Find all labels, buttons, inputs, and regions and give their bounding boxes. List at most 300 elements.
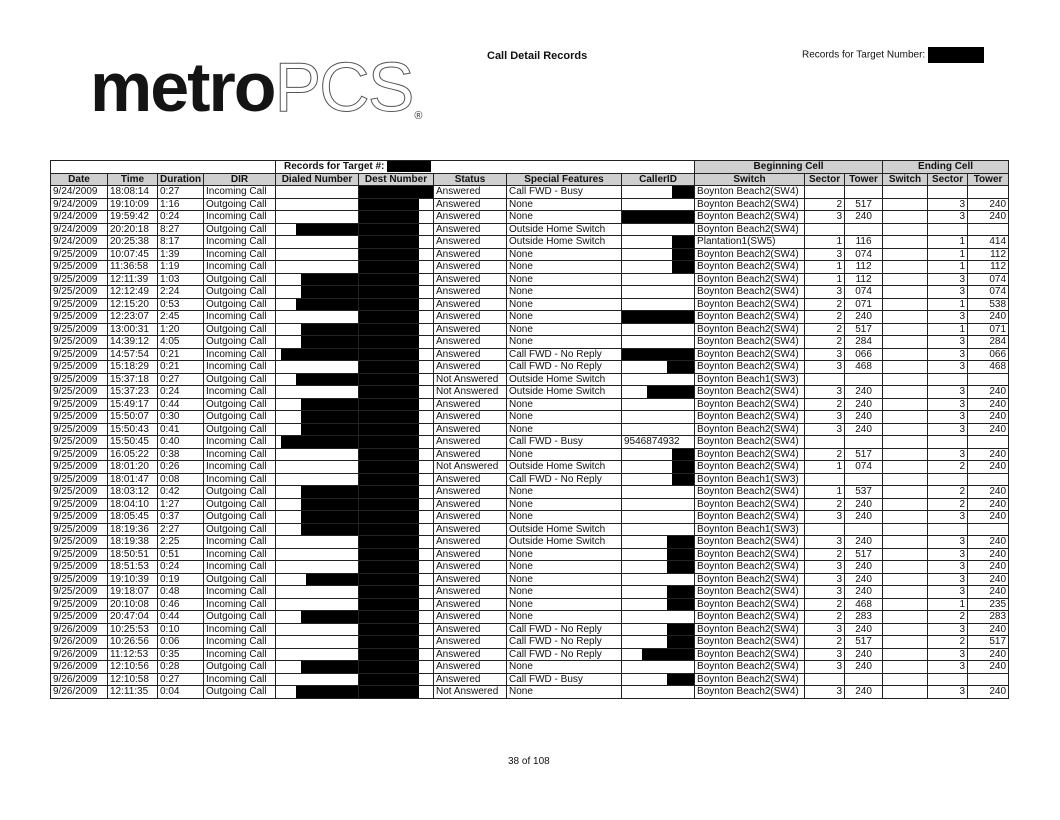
cell-duration: 0:42 bbox=[158, 486, 204, 499]
table-row bbox=[51, 448, 1009, 461]
cell-end-tower: 240 bbox=[968, 548, 1009, 561]
cell-direction: Incoming Call bbox=[204, 636, 276, 649]
cell-end-sector: 3 bbox=[928, 623, 968, 636]
cell-caller-id bbox=[622, 686, 695, 699]
cell-begin-sector: 3 bbox=[805, 248, 845, 261]
redaction-block bbox=[667, 636, 695, 648]
cell-special-features: None bbox=[507, 573, 622, 586]
redaction-block bbox=[359, 499, 419, 511]
column-header: Time bbox=[108, 173, 158, 186]
cell-end-switch bbox=[883, 398, 928, 411]
cell-status: Answered bbox=[434, 198, 507, 211]
cell-dest-number bbox=[359, 186, 434, 199]
cell-end-sector bbox=[928, 186, 968, 199]
redaction-block bbox=[359, 286, 419, 298]
cell-direction: Outgoing Call bbox=[204, 511, 276, 524]
cell-status: Answered bbox=[434, 561, 507, 574]
cell-end-tower: 235 bbox=[968, 598, 1009, 611]
cell-end-sector: 3 bbox=[928, 536, 968, 549]
cell-dest-number bbox=[359, 236, 434, 249]
cell-caller-id bbox=[622, 623, 695, 636]
cell-date: 9/25/2009 bbox=[51, 461, 108, 474]
cell-end-switch bbox=[883, 548, 928, 561]
cell-date: 9/24/2009 bbox=[51, 198, 108, 211]
cell-status: Answered bbox=[434, 473, 507, 486]
cell-special-features: None bbox=[507, 498, 622, 511]
cell-status: Answered bbox=[434, 311, 507, 324]
cell-time: 20:25:38 bbox=[108, 236, 158, 249]
cell-dialed-number bbox=[276, 623, 359, 636]
cell-dest-number bbox=[359, 548, 434, 561]
cell-begin-sector: 2 bbox=[805, 498, 845, 511]
cell-date: 9/25/2009 bbox=[51, 311, 108, 324]
cell-direction: Incoming Call bbox=[204, 311, 276, 324]
cell-time: 15:49:17 bbox=[108, 398, 158, 411]
cell-begin-switch: Boynton Beach2(SW4) bbox=[695, 361, 805, 374]
table-row bbox=[51, 598, 1009, 611]
cell-begin-sector: 3 bbox=[805, 386, 845, 399]
cell-special-features: None bbox=[507, 298, 622, 311]
cell-begin-tower bbox=[845, 523, 883, 536]
redaction-block bbox=[359, 349, 419, 361]
cell-end-tower: 240 bbox=[968, 198, 1009, 211]
cell-date: 9/25/2009 bbox=[51, 548, 108, 561]
cell-dialed-number bbox=[276, 561, 359, 574]
cell-begin-switch: Boynton Beach2(SW4) bbox=[695, 598, 805, 611]
column-header: Dest Number bbox=[359, 173, 434, 186]
redaction-block bbox=[359, 536, 419, 548]
cell-end-sector: 2 bbox=[928, 498, 968, 511]
cell-end-switch bbox=[883, 448, 928, 461]
cell-special-features: None bbox=[507, 661, 622, 674]
cell-special-features: Outside Home Switch bbox=[507, 386, 622, 399]
cell-caller-id bbox=[622, 348, 695, 361]
redaction-block bbox=[359, 236, 419, 248]
cell-status: Not Answered bbox=[434, 373, 507, 386]
cell-begin-tower: 112 bbox=[845, 273, 883, 286]
redaction-block bbox=[359, 624, 419, 636]
redaction-block bbox=[359, 436, 419, 448]
cell-duration: 2:27 bbox=[158, 523, 204, 536]
cell-begin-switch: Boynton Beach2(SW4) bbox=[695, 336, 805, 349]
cell-date: 9/25/2009 bbox=[51, 598, 108, 611]
table-row bbox=[51, 423, 1009, 436]
cell-end-tower: 240 bbox=[968, 486, 1009, 499]
cell-direction: Incoming Call bbox=[204, 211, 276, 224]
table-row bbox=[51, 248, 1009, 261]
cell-dialed-number bbox=[276, 611, 359, 624]
cell-dialed-number bbox=[276, 498, 359, 511]
cell-duration: 0:37 bbox=[158, 511, 204, 524]
cell-caller-id bbox=[622, 561, 695, 574]
cell-date: 9/24/2009 bbox=[51, 236, 108, 249]
cell-begin-tower: 116 bbox=[845, 236, 883, 249]
cell-caller-id bbox=[622, 236, 695, 249]
cell-duration: 0:48 bbox=[158, 586, 204, 599]
cell-begin-tower: 240 bbox=[845, 398, 883, 411]
redaction-block bbox=[359, 599, 419, 611]
redaction-block bbox=[359, 686, 419, 698]
cell-time: 18:01:47 bbox=[108, 473, 158, 486]
cell-end-tower: 240 bbox=[968, 573, 1009, 586]
cell-status: Answered bbox=[434, 323, 507, 336]
cell-status: Answered bbox=[434, 298, 507, 311]
cell-begin-tower: 468 bbox=[845, 361, 883, 374]
cell-begin-sector: 2 bbox=[805, 548, 845, 561]
cell-dialed-number bbox=[276, 548, 359, 561]
cell-caller-id bbox=[622, 336, 695, 349]
cell-end-switch bbox=[883, 561, 928, 574]
cell-end-switch bbox=[883, 673, 928, 686]
cell-duration: 0:41 bbox=[158, 423, 204, 436]
cell-caller-id bbox=[622, 523, 695, 536]
cell-direction: Incoming Call bbox=[204, 473, 276, 486]
cell-duration: 0:28 bbox=[158, 661, 204, 674]
cell-end-tower: 468 bbox=[968, 361, 1009, 374]
cell-end-tower: 074 bbox=[968, 286, 1009, 299]
cell-begin-switch: Boynton Beach2(SW4) bbox=[695, 386, 805, 399]
cell-begin-sector: 3 bbox=[805, 211, 845, 224]
cell-end-switch bbox=[883, 323, 928, 336]
cell-end-sector: 3 bbox=[928, 273, 968, 286]
cell-time: 11:12:53 bbox=[108, 648, 158, 661]
cell-dialed-number bbox=[276, 336, 359, 349]
redaction-block bbox=[667, 586, 695, 598]
cell-dest-number bbox=[359, 586, 434, 599]
cell-begin-tower: 071 bbox=[845, 298, 883, 311]
redaction-block bbox=[301, 399, 359, 411]
cell-status: Answered bbox=[434, 636, 507, 649]
cell-special-features: Outside Home Switch bbox=[507, 536, 622, 549]
call-detail-table bbox=[50, 160, 1009, 699]
table-row bbox=[51, 648, 1009, 661]
cell-direction: Outgoing Call bbox=[204, 611, 276, 624]
redaction-block bbox=[667, 536, 695, 548]
cell-end-sector: 3 bbox=[928, 573, 968, 586]
cell-dialed-number bbox=[276, 261, 359, 274]
cell-time: 14:57:54 bbox=[108, 348, 158, 361]
redaction-block bbox=[359, 649, 419, 661]
cell-date: 9/25/2009 bbox=[51, 586, 108, 599]
redaction-block bbox=[622, 211, 695, 223]
cell-caller-id bbox=[622, 211, 695, 224]
cell-date: 9/25/2009 bbox=[51, 573, 108, 586]
redaction-block bbox=[359, 186, 434, 198]
cell-dialed-number bbox=[276, 311, 359, 324]
cell-begin-switch: Boynton Beach2(SW4) bbox=[695, 286, 805, 299]
cell-date: 9/25/2009 bbox=[51, 398, 108, 411]
redaction-block bbox=[296, 224, 359, 236]
cell-end-tower bbox=[968, 473, 1009, 486]
cell-special-features: Call FWD - No Reply bbox=[507, 361, 622, 374]
cell-end-sector: 1 bbox=[928, 298, 968, 311]
cell-dest-number bbox=[359, 373, 434, 386]
cell-direction: Outgoing Call bbox=[204, 323, 276, 336]
cell-date: 9/25/2009 bbox=[51, 486, 108, 499]
cell-dialed-number bbox=[276, 286, 359, 299]
cell-begin-tower: 517 bbox=[845, 636, 883, 649]
cell-end-tower: 240 bbox=[968, 461, 1009, 474]
cell-status: Not Answered bbox=[434, 686, 507, 699]
cell-caller-id bbox=[622, 661, 695, 674]
cell-status: Answered bbox=[434, 261, 507, 274]
cell-direction: Outgoing Call bbox=[204, 223, 276, 236]
table-row bbox=[51, 636, 1009, 649]
cell-duration: 0:51 bbox=[158, 548, 204, 561]
cell-caller-id bbox=[622, 548, 695, 561]
cell-time: 18:03:12 bbox=[108, 486, 158, 499]
cell-begin-switch: Boynton Beach2(SW4) bbox=[695, 436, 805, 449]
redaction-block bbox=[647, 386, 695, 398]
cell-end-tower: 240 bbox=[968, 648, 1009, 661]
cell-begin-sector: 3 bbox=[805, 586, 845, 599]
cell-date: 9/25/2009 bbox=[51, 373, 108, 386]
cell-direction: Incoming Call bbox=[204, 536, 276, 549]
redaction-block bbox=[928, 47, 984, 63]
cell-direction: Incoming Call bbox=[204, 248, 276, 261]
cell-end-switch bbox=[883, 211, 928, 224]
cell-begin-tower: 517 bbox=[845, 548, 883, 561]
cell-end-switch bbox=[883, 386, 928, 399]
redaction-block bbox=[667, 624, 695, 636]
redaction-block bbox=[359, 399, 419, 411]
cell-dest-number bbox=[359, 461, 434, 474]
cell-dialed-number bbox=[276, 273, 359, 286]
cell-caller-id bbox=[622, 486, 695, 499]
cell-begin-sector: 2 bbox=[805, 336, 845, 349]
cell-end-switch bbox=[883, 198, 928, 211]
cell-date: 9/25/2009 bbox=[51, 511, 108, 524]
cell-end-tower: 240 bbox=[968, 498, 1009, 511]
redaction-block bbox=[359, 424, 419, 436]
cell-end-switch bbox=[883, 186, 928, 199]
cell-caller-id bbox=[622, 311, 695, 324]
cell-dialed-number bbox=[276, 673, 359, 686]
cell-end-switch bbox=[883, 373, 928, 386]
cell-status: Answered bbox=[434, 586, 507, 599]
cell-status: Answered bbox=[434, 611, 507, 624]
cell-begin-switch: Boynton Beach2(SW4) bbox=[695, 586, 805, 599]
cell-dialed-number bbox=[276, 386, 359, 399]
cell-time: 15:18:29 bbox=[108, 361, 158, 374]
redaction-block bbox=[359, 299, 419, 311]
cell-duration: 2:25 bbox=[158, 536, 204, 549]
cell-begin-tower bbox=[845, 673, 883, 686]
cell-end-switch bbox=[883, 686, 928, 699]
column-header: Sector bbox=[928, 173, 968, 186]
cell-time: 12:15:20 bbox=[108, 298, 158, 311]
cell-date: 9/25/2009 bbox=[51, 386, 108, 399]
cell-begin-tower: 240 bbox=[845, 648, 883, 661]
cell-end-sector: 3 bbox=[928, 398, 968, 411]
target-number-label bbox=[802, 47, 984, 63]
cell-caller-id bbox=[622, 536, 695, 549]
cell-end-switch bbox=[883, 598, 928, 611]
cell-special-features: Call FWD - No Reply bbox=[507, 348, 622, 361]
cell-date: 9/25/2009 bbox=[51, 536, 108, 549]
cell-date: 9/25/2009 bbox=[51, 298, 108, 311]
cell-duration: 0:24 bbox=[158, 386, 204, 399]
cell-begin-switch: Boynton Beach2(SW4) bbox=[695, 661, 805, 674]
cell-end-sector: 3 bbox=[928, 361, 968, 374]
cell-end-switch bbox=[883, 348, 928, 361]
cell-duration: 0:21 bbox=[158, 348, 204, 361]
cell-status: Answered bbox=[434, 423, 507, 436]
cell-direction: Incoming Call bbox=[204, 361, 276, 374]
cell-duration: 0:21 bbox=[158, 361, 204, 374]
cell-begin-switch: Boynton Beach2(SW4) bbox=[695, 211, 805, 224]
cell-caller-id bbox=[622, 636, 695, 649]
cell-begin-switch: Boynton Beach1(SW3) bbox=[695, 373, 805, 386]
cell-time: 12:10:58 bbox=[108, 673, 158, 686]
cell-direction: Outgoing Call bbox=[204, 498, 276, 511]
cell-begin-sector: 3 bbox=[805, 423, 845, 436]
cell-end-sector bbox=[928, 523, 968, 536]
cell-begin-switch: Boynton Beach2(SW4) bbox=[695, 498, 805, 511]
cell-caller-id bbox=[622, 461, 695, 474]
redaction-block bbox=[301, 336, 359, 348]
cell-end-switch bbox=[883, 336, 928, 349]
cell-status: Answered bbox=[434, 648, 507, 661]
redaction-block bbox=[359, 374, 419, 386]
cell-time: 18:04:10 bbox=[108, 498, 158, 511]
redaction-block bbox=[301, 511, 359, 523]
table-row bbox=[51, 361, 1009, 374]
cell-end-tower: 240 bbox=[968, 448, 1009, 461]
redaction-block bbox=[359, 574, 419, 586]
cell-end-switch bbox=[883, 648, 928, 661]
redaction-block bbox=[672, 261, 695, 273]
logo-pcs-text: PCS bbox=[274, 48, 413, 126]
cell-direction: Incoming Call bbox=[204, 561, 276, 574]
cell-caller-id bbox=[622, 298, 695, 311]
redaction-block bbox=[387, 161, 431, 172]
cell-end-sector: 3 bbox=[928, 386, 968, 399]
cell-dialed-number bbox=[276, 198, 359, 211]
cell-dest-number bbox=[359, 311, 434, 324]
cell-date: 9/26/2009 bbox=[51, 636, 108, 649]
cell-dialed-number bbox=[276, 648, 359, 661]
cell-duration: 0:24 bbox=[158, 211, 204, 224]
redaction-block bbox=[359, 511, 419, 523]
cell-begin-switch: Boynton Beach2(SW4) bbox=[695, 198, 805, 211]
cell-time: 12:12:49 bbox=[108, 286, 158, 299]
cell-begin-switch: Boynton Beach2(SW4) bbox=[695, 573, 805, 586]
cell-caller-id bbox=[622, 273, 695, 286]
redaction-block bbox=[359, 361, 419, 373]
cell-date: 9/25/2009 bbox=[51, 411, 108, 424]
cell-caller-id bbox=[622, 198, 695, 211]
cell-dest-number bbox=[359, 436, 434, 449]
cell-begin-tower: 240 bbox=[845, 423, 883, 436]
cell-special-features: None bbox=[507, 211, 622, 224]
cell-direction: Outgoing Call bbox=[204, 523, 276, 536]
cell-begin-tower bbox=[845, 373, 883, 386]
redaction-block bbox=[359, 386, 419, 398]
table-row bbox=[51, 548, 1009, 561]
cell-end-switch bbox=[883, 661, 928, 674]
cell-status: Answered bbox=[434, 598, 507, 611]
cell-direction: Outgoing Call bbox=[204, 411, 276, 424]
cell-end-sector: 2 bbox=[928, 461, 968, 474]
table-row bbox=[51, 236, 1009, 249]
cell-date: 9/25/2009 bbox=[51, 436, 108, 449]
cell-end-sector bbox=[928, 373, 968, 386]
cell-status: Answered bbox=[434, 661, 507, 674]
cell-end-switch bbox=[883, 411, 928, 424]
cell-begin-switch: Boynton Beach2(SW4) bbox=[695, 186, 805, 199]
cell-end-sector: 3 bbox=[928, 511, 968, 524]
cell-end-sector: 2 bbox=[928, 611, 968, 624]
cell-dest-number bbox=[359, 423, 434, 436]
cell-dest-number bbox=[359, 473, 434, 486]
table-row bbox=[51, 536, 1009, 549]
redaction-block bbox=[667, 674, 695, 686]
cell-date: 9/26/2009 bbox=[51, 686, 108, 699]
cell-caller-id bbox=[622, 498, 695, 511]
table-row bbox=[51, 473, 1009, 486]
cell-end-sector: 1 bbox=[928, 261, 968, 274]
cell-begin-switch: Boynton Beach2(SW4) bbox=[695, 411, 805, 424]
cell-duration: 1:03 bbox=[158, 273, 204, 286]
cell-end-sector: 3 bbox=[928, 423, 968, 436]
cell-end-switch bbox=[883, 423, 928, 436]
cell-dialed-number bbox=[276, 186, 359, 199]
cell-end-sector bbox=[928, 473, 968, 486]
cell-caller-id bbox=[622, 361, 695, 374]
cell-begin-sector: 3 bbox=[805, 536, 845, 549]
cell-begin-sector bbox=[805, 436, 845, 449]
cell-special-features: None bbox=[507, 311, 622, 324]
table-row bbox=[51, 436, 1009, 449]
cell-time: 10:26:56 bbox=[108, 636, 158, 649]
cell-dest-number bbox=[359, 561, 434, 574]
table-row bbox=[51, 411, 1009, 424]
cell-special-features: None bbox=[507, 511, 622, 524]
cell-end-switch bbox=[883, 473, 928, 486]
column-header: CallerID bbox=[622, 173, 695, 186]
cell-begin-sector: 3 bbox=[805, 286, 845, 299]
redaction-block bbox=[359, 661, 419, 673]
cell-dialed-number bbox=[276, 298, 359, 311]
cell-duration: 1:19 bbox=[158, 261, 204, 274]
cell-duration: 0:26 bbox=[158, 461, 204, 474]
cell-caller-id bbox=[622, 186, 695, 199]
registered-mark: ® bbox=[414, 110, 423, 122]
cell-duration: 0:35 bbox=[158, 648, 204, 661]
cell-duration: 0:06 bbox=[158, 636, 204, 649]
cell-status: Not Answered bbox=[434, 461, 507, 474]
cell-dest-number bbox=[359, 323, 434, 336]
cell-begin-sector: 3 bbox=[805, 348, 845, 361]
cell-duration: 0:44 bbox=[158, 398, 204, 411]
cell-caller-id bbox=[622, 673, 695, 686]
redaction-block bbox=[672, 236, 695, 248]
cell-direction: Incoming Call bbox=[204, 261, 276, 274]
cell-direction: Incoming Call bbox=[204, 448, 276, 461]
cell-begin-sector: 3 bbox=[805, 648, 845, 661]
column-header: Status bbox=[434, 173, 507, 186]
cell-dialed-number bbox=[276, 373, 359, 386]
cell-dialed-number bbox=[276, 436, 359, 449]
table-row bbox=[51, 623, 1009, 636]
table-row bbox=[51, 586, 1009, 599]
cell-dest-number bbox=[359, 598, 434, 611]
cell-status: Answered bbox=[434, 348, 507, 361]
cell-special-features: Call FWD - No Reply bbox=[507, 473, 622, 486]
cell-end-switch bbox=[883, 261, 928, 274]
cell-time: 15:37:23 bbox=[108, 386, 158, 399]
